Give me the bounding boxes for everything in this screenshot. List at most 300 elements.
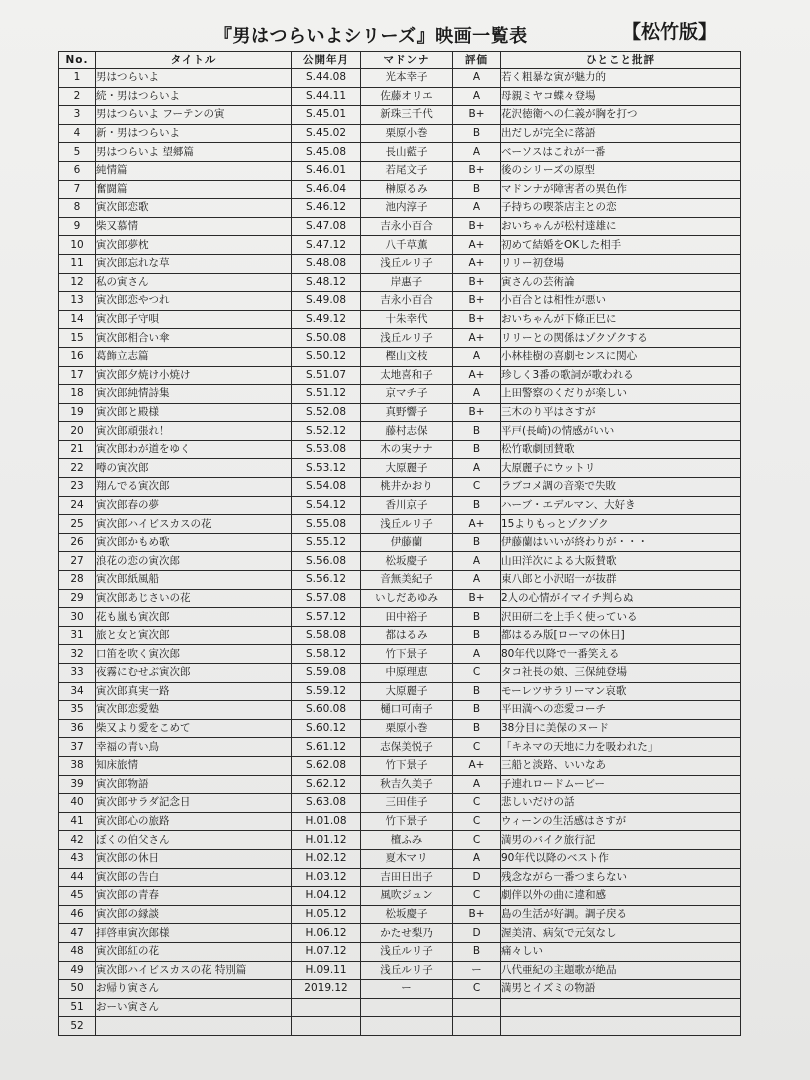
comment-cell: 「キネマの天地に力を吸われた」 — [501, 738, 741, 757]
row-number-cell: 46 — [59, 905, 96, 924]
table-row — [59, 422, 741, 441]
madonna-name-cell: 吉永小百合 — [361, 292, 453, 311]
comment-cell: 痛々しい — [501, 942, 741, 961]
movie-title-cell: 寅次郎恋愛塾 — [96, 701, 292, 720]
row-number-cell: 19 — [59, 403, 96, 422]
madonna-name-cell: 吉永小百合 — [361, 217, 453, 236]
movie-title-cell: 寅次郎頑張れ！ — [96, 422, 292, 441]
row-number-cell: 8 — [59, 199, 96, 218]
column-header-title: タイトル — [96, 52, 292, 69]
comment-cell: おいちゃんが下條正巳に — [501, 310, 741, 329]
rating-cell: A — [453, 849, 501, 868]
row-number-cell: 13 — [59, 292, 96, 311]
movie-title-cell: 旅と女と寅次郎 — [96, 626, 292, 645]
madonna-name-cell: 長山藍子 — [361, 143, 453, 162]
table-row — [59, 459, 741, 478]
table-row — [59, 199, 741, 218]
comment-cell: マドンナが障害者の異色作 — [501, 180, 741, 199]
movie-title-cell: 寅次郎相合い傘 — [96, 329, 292, 348]
row-number-cell: 2 — [59, 87, 96, 106]
rating-cell: A — [453, 571, 501, 590]
movie-title-cell: 寅次郎春の夢 — [96, 496, 292, 515]
comment-cell: タコ社長の娘、三保純登場 — [501, 664, 741, 683]
rating-cell: A — [453, 645, 501, 664]
table-body — [59, 69, 741, 1036]
release-date-cell: S.48.08 — [292, 254, 361, 273]
table-row — [59, 571, 741, 590]
movie-title-cell: 口笛を吹く寅次郎 — [96, 645, 292, 664]
rating-cell: B — [453, 608, 501, 627]
rating-cell: B+ — [453, 217, 501, 236]
comment-cell — [501, 1017, 741, 1036]
comment-cell: ラブコメ調の音楽で失敗 — [501, 478, 741, 497]
madonna-name-cell: 松坂慶子 — [361, 905, 453, 924]
comment-cell: 平戸(長崎)の情感がいい — [501, 422, 741, 441]
rating-cell: A — [453, 87, 501, 106]
release-date-cell: S.62.12 — [292, 775, 361, 794]
rating-cell: A+ — [453, 236, 501, 255]
release-date-cell: H.03.12 — [292, 868, 361, 887]
row-number-cell: 5 — [59, 143, 96, 162]
comment-cell: おいちゃんが松村達雄に — [501, 217, 741, 236]
row-number-cell: 10 — [59, 236, 96, 255]
rating-cell: C — [453, 831, 501, 850]
madonna-name-cell: 伊藤蘭 — [361, 533, 453, 552]
madonna-name-cell: 岸惠子 — [361, 273, 453, 292]
madonna-name-cell: 太地喜和子 — [361, 366, 453, 385]
movie-title-cell: 寅次郎物語 — [96, 775, 292, 794]
release-date-cell: H.04.12 — [292, 887, 361, 906]
rating-cell: A+ — [453, 329, 501, 348]
madonna-name-cell: 榊原るみ — [361, 180, 453, 199]
madonna-name-cell: 栗原小巻 — [361, 124, 453, 143]
column-header-madonna: マドンナ — [361, 52, 453, 69]
table-row — [59, 385, 741, 404]
row-number-cell: 18 — [59, 385, 96, 404]
rating-cell: C — [453, 794, 501, 813]
row-number-cell: 3 — [59, 106, 96, 125]
row-number-cell: 23 — [59, 478, 96, 497]
row-number-cell: 37 — [59, 738, 96, 757]
comment-cell: 花沢徳衛への仁義が胸を打つ — [501, 106, 741, 125]
release-date-cell: S.49.08 — [292, 292, 361, 311]
movie-title-cell: 男はつらいよ — [96, 69, 292, 88]
release-date-cell: S.51.12 — [292, 385, 361, 404]
rating-cell: A — [453, 552, 501, 571]
header-row — [59, 52, 741, 69]
movie-title-cell: お帰り寅さん — [96, 980, 292, 999]
rating-cell: ー — [453, 961, 501, 980]
madonna-name-cell: 大原麗子 — [361, 682, 453, 701]
rating-cell: A+ — [453, 366, 501, 385]
movie-title-cell: ぼくの伯父さん — [96, 831, 292, 850]
table-row — [59, 589, 741, 608]
comment-cell: 90年代以降のベスト作 — [501, 849, 741, 868]
madonna-name-cell: 浅丘ルリ子 — [361, 329, 453, 348]
rating-cell: B — [453, 942, 501, 961]
movie-title-cell: 知床旅情 — [96, 756, 292, 775]
release-date-cell: S.56.12 — [292, 571, 361, 590]
comment-cell: 後のシリーズの原型 — [501, 161, 741, 180]
row-number-cell: 14 — [59, 310, 96, 329]
rating-cell: B+ — [453, 589, 501, 608]
row-number-cell: 48 — [59, 942, 96, 961]
movie-title-cell: 幸福の青い鳥 — [96, 738, 292, 757]
rating-cell: B — [453, 180, 501, 199]
table-row — [59, 347, 741, 366]
release-date-cell: S.46.04 — [292, 180, 361, 199]
madonna-name-cell: 樋口可南子 — [361, 701, 453, 720]
movie-title-cell: 寅次郎と殿様 — [96, 403, 292, 422]
table-row — [59, 515, 741, 534]
row-number-cell: 24 — [59, 496, 96, 515]
release-date-cell: S.59.08 — [292, 664, 361, 683]
release-date-cell — [292, 1017, 361, 1036]
madonna-name-cell: 浅丘ルリ子 — [361, 515, 453, 534]
table-row — [59, 756, 741, 775]
table-row — [59, 831, 741, 850]
movie-title-cell: 花も嵐も寅次郎 — [96, 608, 292, 627]
comment-cell: 若く粗暴な寅が魅力的 — [501, 69, 741, 88]
comment-cell: 子持ちの喫茶店主との恋 — [501, 199, 741, 218]
madonna-name-cell: 竹下景子 — [361, 756, 453, 775]
table-row — [59, 403, 741, 422]
row-number-cell: 51 — [59, 998, 96, 1017]
comment-cell: 上田警察のくだりが楽しい — [501, 385, 741, 404]
row-number-cell: 35 — [59, 701, 96, 720]
release-date-cell: S.45.01 — [292, 106, 361, 125]
rating-cell: A — [453, 143, 501, 162]
row-number-cell: 44 — [59, 868, 96, 887]
row-number-cell: 52 — [59, 1017, 96, 1036]
table-row — [59, 812, 741, 831]
movie-title-cell: 寅次郎夢枕 — [96, 236, 292, 255]
movie-title-cell: 寅次郎の縁談 — [96, 905, 292, 924]
table-row — [59, 161, 741, 180]
row-number-cell: 47 — [59, 924, 96, 943]
table-row — [59, 478, 741, 497]
page-title: 『男はつらいよシリーズ』映画一覧表 — [214, 26, 528, 47]
movie-title-cell: 寅次郎心の旅路 — [96, 812, 292, 831]
row-number-cell: 49 — [59, 961, 96, 980]
table-row — [59, 1017, 741, 1036]
release-date-cell: H.05.12 — [292, 905, 361, 924]
rating-cell: A — [453, 775, 501, 794]
madonna-name-cell: ー — [361, 980, 453, 999]
movie-title-cell: 寅次郎ハイビスカスの花 特別篇 — [96, 961, 292, 980]
release-date-cell: S.61.12 — [292, 738, 361, 757]
movie-title-cell: 寅次郎純情詩集 — [96, 385, 292, 404]
comment-cell: 三木のり平はさすが — [501, 403, 741, 422]
rating-cell — [453, 1017, 501, 1036]
release-date-cell: S.51.07 — [292, 366, 361, 385]
table-row — [59, 292, 741, 311]
madonna-name-cell: 京マチ子 — [361, 385, 453, 404]
rating-cell: B+ — [453, 292, 501, 311]
movie-title-cell: 寅次郎子守唄 — [96, 310, 292, 329]
row-number-cell: 7 — [59, 180, 96, 199]
edition-label: 【松竹版】 — [622, 21, 718, 43]
release-date-cell: S.59.12 — [292, 682, 361, 701]
movie-title-cell: 新・男はつらいよ — [96, 124, 292, 143]
row-number-cell: 33 — [59, 664, 96, 683]
madonna-name-cell: 秋吉久美子 — [361, 775, 453, 794]
comment-cell: ウィーンの生活感はさすが — [501, 812, 741, 831]
madonna-name-cell — [361, 998, 453, 1017]
madonna-name-cell: 池内淳子 — [361, 199, 453, 218]
movie-title-cell: 男はつらいよ フーテンの寅 — [96, 106, 292, 125]
release-date-cell: S.47.12 — [292, 236, 361, 255]
row-number-cell: 16 — [59, 347, 96, 366]
movie-title-cell: 純情篇 — [96, 161, 292, 180]
madonna-name-cell: 浅丘ルリ子 — [361, 942, 453, 961]
release-date-cell: S.63.08 — [292, 794, 361, 813]
row-number-cell: 25 — [59, 515, 96, 534]
movie-title-cell: 寅次郎恋歌 — [96, 199, 292, 218]
comment-cell — [501, 998, 741, 1017]
comment-cell: 80年代以降で一番笑える — [501, 645, 741, 664]
table-row — [59, 998, 741, 1017]
madonna-name-cell: 栗原小巻 — [361, 719, 453, 738]
movie-title-cell: 寅次郎の告白 — [96, 868, 292, 887]
row-number-cell: 26 — [59, 533, 96, 552]
release-date-cell: S.62.08 — [292, 756, 361, 775]
comment-cell: 満男のバイク旅行記 — [501, 831, 741, 850]
madonna-name-cell: 浅丘ルリ子 — [361, 254, 453, 273]
comment-cell: ベーソスはこれが一番 — [501, 143, 741, 162]
release-date-cell: H.07.12 — [292, 942, 361, 961]
rating-cell: C — [453, 887, 501, 906]
madonna-name-cell: 桃井かおり — [361, 478, 453, 497]
comment-cell: 15よりもっとゾクゾク — [501, 515, 741, 534]
rating-cell: B — [453, 626, 501, 645]
row-number-cell: 42 — [59, 831, 96, 850]
table-row — [59, 217, 741, 236]
rating-cell: C — [453, 738, 501, 757]
comment-cell: 劇伴以外の曲に違和感 — [501, 887, 741, 906]
table-row — [59, 719, 741, 738]
table-row — [59, 608, 741, 627]
table-row — [59, 887, 741, 906]
table-row — [59, 69, 741, 88]
comment-cell: ハーブ・エデルマン、大好き — [501, 496, 741, 515]
madonna-name-cell: 檀ふみ — [361, 831, 453, 850]
row-number-cell: 12 — [59, 273, 96, 292]
release-date-cell: H.06.12 — [292, 924, 361, 943]
release-date-cell: S.57.12 — [292, 608, 361, 627]
release-date-cell: H.01.08 — [292, 812, 361, 831]
comment-cell: 山田洋次による大阪賛歌 — [501, 552, 741, 571]
row-number-cell: 6 — [59, 161, 96, 180]
row-number-cell: 1 — [59, 69, 96, 88]
madonna-name-cell: かたせ梨乃 — [361, 924, 453, 943]
table-row — [59, 552, 741, 571]
comment-cell: リリー初登場 — [501, 254, 741, 273]
rating-cell: A — [453, 347, 501, 366]
comment-cell: 八代亜紀の主題歌が絶品 — [501, 961, 741, 980]
rating-cell: B+ — [453, 273, 501, 292]
table-row — [59, 942, 741, 961]
madonna-name-cell: 佐藤オリエ — [361, 87, 453, 106]
rating-cell: B — [453, 124, 501, 143]
table-row — [59, 682, 741, 701]
row-number-cell: 28 — [59, 571, 96, 590]
row-number-cell: 41 — [59, 812, 96, 831]
madonna-name-cell: 志保美悦子 — [361, 738, 453, 757]
release-date-cell: S.49.12 — [292, 310, 361, 329]
movie-title-cell: 拝啓車寅次郎様 — [96, 924, 292, 943]
release-date-cell: S.55.12 — [292, 533, 361, 552]
column-header-rating: 評価 — [453, 52, 501, 69]
table-row — [59, 905, 741, 924]
comment-cell: 悲しいだけの話 — [501, 794, 741, 813]
comment-cell: 東八郎と小沢昭一が抜群 — [501, 571, 741, 590]
release-date-cell: S.53.08 — [292, 440, 361, 459]
comment-cell: 平田満への恋愛コーチ — [501, 701, 741, 720]
rating-cell: A — [453, 69, 501, 88]
table-row — [59, 310, 741, 329]
rating-cell: B — [453, 682, 501, 701]
row-number-cell: 20 — [59, 422, 96, 441]
rating-cell: D — [453, 924, 501, 943]
madonna-name-cell: 光本幸子 — [361, 69, 453, 88]
release-date-cell: S.52.12 — [292, 422, 361, 441]
row-number-cell: 4 — [59, 124, 96, 143]
table-row — [59, 775, 741, 794]
release-date-cell: S.44.08 — [292, 69, 361, 88]
row-number-cell: 17 — [59, 366, 96, 385]
row-number-cell: 40 — [59, 794, 96, 813]
table-row — [59, 664, 741, 683]
comment-cell: 珍しく3番の歌詞が歌われる — [501, 366, 741, 385]
madonna-name-cell: いしだあゆみ — [361, 589, 453, 608]
table-row — [59, 701, 741, 720]
movie-title-cell: 私の寅さん — [96, 273, 292, 292]
column-header-no: No. — [59, 52, 96, 69]
release-date-cell: S.48.12 — [292, 273, 361, 292]
movie-title-cell: 寅次郎あじさいの花 — [96, 589, 292, 608]
rating-cell: B+ — [453, 403, 501, 422]
movie-title-cell: 寅次郎わが道をゆく — [96, 440, 292, 459]
madonna-name-cell: 竹下景子 — [361, 812, 453, 831]
madonna-name-cell: 三田佳子 — [361, 794, 453, 813]
row-number-cell: 11 — [59, 254, 96, 273]
release-date-cell: S.52.08 — [292, 403, 361, 422]
comment-cell: 38分目に美保のヌード — [501, 719, 741, 738]
comment-cell: 寅さんの芸術論 — [501, 273, 741, 292]
row-number-cell: 36 — [59, 719, 96, 738]
row-number-cell: 9 — [59, 217, 96, 236]
column-header-date: 公開年月 — [292, 52, 361, 69]
release-date-cell: S.54.08 — [292, 478, 361, 497]
movie-title-cell: 浪花の恋の寅次郎 — [96, 552, 292, 571]
movie-title-cell: 寅次郎かもめ歌 — [96, 533, 292, 552]
movie-title-cell: 寅次郎紅の花 — [96, 942, 292, 961]
madonna-name-cell: 吉田日出子 — [361, 868, 453, 887]
madonna-name-cell: 風吹ジュン — [361, 887, 453, 906]
row-number-cell: 30 — [59, 608, 96, 627]
comment-cell: 島の生活が好調。調子戻る — [501, 905, 741, 924]
table-row — [59, 236, 741, 255]
table-row — [59, 366, 741, 385]
release-date-cell: S.58.08 — [292, 626, 361, 645]
table-row — [59, 496, 741, 515]
release-date-cell: S.50.08 — [292, 329, 361, 348]
madonna-name-cell: 新珠三千代 — [361, 106, 453, 125]
table-row — [59, 645, 741, 664]
madonna-name-cell: 浅丘ルリ子 — [361, 961, 453, 980]
movie-title-cell: おーい寅さん — [96, 998, 292, 1017]
table-row — [59, 980, 741, 999]
comment-cell: 小百合とは相性が悪い — [501, 292, 741, 311]
release-date-cell: S.56.08 — [292, 552, 361, 571]
table-row — [59, 440, 741, 459]
comment-cell: 沢田研二を上手く使っている — [501, 608, 741, 627]
table-row — [59, 180, 741, 199]
table-row — [59, 924, 741, 943]
madonna-name-cell: 音無美紀子 — [361, 571, 453, 590]
row-number-cell: 34 — [59, 682, 96, 701]
release-date-cell: S.45.08 — [292, 143, 361, 162]
movie-title-cell: 奮闘篇 — [96, 180, 292, 199]
row-number-cell: 38 — [59, 756, 96, 775]
comment-cell: 初めて結婚をOKした相手 — [501, 236, 741, 255]
release-date-cell: S.46.12 — [292, 199, 361, 218]
movie-title-cell: 葛飾立志篇 — [96, 347, 292, 366]
rating-cell: B — [453, 422, 501, 441]
table-row — [59, 106, 741, 125]
rating-cell: B — [453, 533, 501, 552]
madonna-name-cell: 木の実ナナ — [361, 440, 453, 459]
row-number-cell: 39 — [59, 775, 96, 794]
table-row — [59, 794, 741, 813]
madonna-name-cell: 大原麗子 — [361, 459, 453, 478]
madonna-name-cell: 香川京子 — [361, 496, 453, 515]
column-header-comment: ひとこと批評 — [501, 52, 741, 69]
movie-title-cell: 寅次郎真実一路 — [96, 682, 292, 701]
movie-title-cell: 夜霧にむせぶ寅次郎 — [96, 664, 292, 683]
movie-title-cell: 男はつらいよ 望郷篇 — [96, 143, 292, 162]
comment-cell: 残念ながら一番つまらない — [501, 868, 741, 887]
rating-cell: B — [453, 701, 501, 720]
comment-cell: 都はるみ版[ローマの休日] — [501, 626, 741, 645]
comment-cell: モーレツサラリーマン哀歌 — [501, 682, 741, 701]
madonna-name-cell: 都はるみ — [361, 626, 453, 645]
release-date-cell: S.60.08 — [292, 701, 361, 720]
comment-cell: 大原麗子にウットリ — [501, 459, 741, 478]
rating-cell: A+ — [453, 254, 501, 273]
rating-cell: B — [453, 496, 501, 515]
rating-cell: C — [453, 664, 501, 683]
movie-title-cell — [96, 1017, 292, 1036]
rating-cell: B — [453, 719, 501, 738]
rating-cell: A — [453, 459, 501, 478]
table-row — [59, 868, 741, 887]
movie-list-table — [58, 51, 741, 1036]
madonna-name-cell: 松坂慶子 — [361, 552, 453, 571]
row-number-cell: 21 — [59, 440, 96, 459]
row-number-cell: 45 — [59, 887, 96, 906]
movie-title-cell: 寅次郎ハイビスカスの花 — [96, 515, 292, 534]
comment-cell: 三船と淡路、いいなあ — [501, 756, 741, 775]
movie-title-cell: 噂の寅次郎 — [96, 459, 292, 478]
movie-title-cell: 柴又より愛をこめて — [96, 719, 292, 738]
table-row — [59, 626, 741, 645]
comment-cell: 満男とイズミの物語 — [501, 980, 741, 999]
madonna-name-cell: 十朱幸代 — [361, 310, 453, 329]
row-number-cell: 22 — [59, 459, 96, 478]
movie-title-cell: 寅次郎の休日 — [96, 849, 292, 868]
